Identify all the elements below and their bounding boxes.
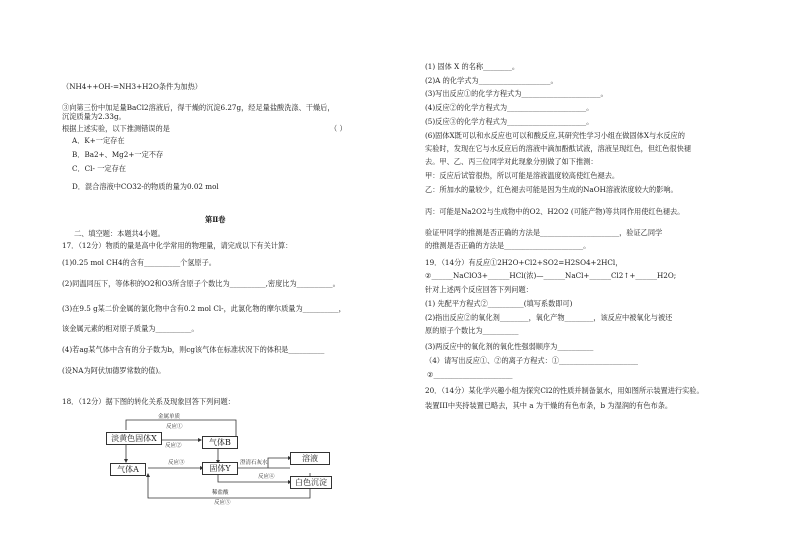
q18-part2: (2)A 的化学式为____________________。 bbox=[425, 76, 558, 85]
q19-instruction: 针对上述两个反应回答下列问题： bbox=[425, 285, 533, 294]
q18-hypothesis-b: 乙：所加水的量较少，红色褪去可能是因为生成的NaOH溶液浓度较大的影响。 bbox=[425, 185, 678, 194]
q19-part2: (2)指出反应②的氧化剂________，氧化产物________，该反应中被氧化与被还 bbox=[425, 313, 673, 322]
question-stem: 根据上述实验，以下推测错误的是 bbox=[62, 124, 170, 133]
arrow-y-to-solution-top bbox=[268, 458, 290, 468]
q19-reaction2: ②______NaClO3+______HCl(浓)—______NaCl+______Cl2↑+______H2O; bbox=[425, 271, 677, 280]
part-heading: 二、填空题：本题共4小题。 bbox=[74, 229, 165, 238]
q17-part2: (2)同温同压下，等体积的O2和O3所含原子个数比为__________,密度比为__________。 bbox=[62, 279, 340, 288]
q17-part4: (4)若ag某气体中含有的分子数为b，则cg该气体在标准状况下的体积是__________ bbox=[62, 345, 325, 354]
q17-stem: 17．（12分）物质的量是高中化学常用的物理量，请完成以下有关计算： bbox=[62, 241, 293, 250]
answer-paren: （ ） bbox=[330, 124, 347, 133]
step3-text: ③向第三份中加足量BaCl2溶液后，得干燥的沉淀6.27g，经足量盐酸洗涤、干燥后， bbox=[62, 103, 335, 112]
q18-part5: (5)反应③的化学方程式为______________________。 bbox=[425, 117, 594, 126]
label-lime: 澄清石灰水 bbox=[240, 460, 268, 466]
label-r2: 反应② bbox=[165, 443, 182, 449]
q18-part3: (3)写出反应①的化学方程式为______________________。 bbox=[425, 89, 608, 98]
ammonium-note: （NH4++OH-=NH3+H2O条件为加热） bbox=[62, 82, 202, 91]
q17-part3-cont: 该金属元素的相对原子质量为__________。 bbox=[62, 324, 199, 333]
label-hcl: 稀盐酸 bbox=[212, 490, 229, 496]
q18-hypothesis-a: 甲：反应后试管很热，所以可能是溶液温度较高使红色褪去。 bbox=[425, 171, 620, 180]
q17-part1: (1)0.25 mol CH4的含有__________个氢原子。 bbox=[62, 258, 216, 267]
node-gas-a: 气体A bbox=[110, 463, 146, 476]
arrow-ppt-to-a bbox=[148, 475, 310, 498]
option-b: B．Ba2+、Mg2+一定不存 bbox=[72, 150, 164, 159]
node-solid-x: 淡黄色固体X bbox=[106, 432, 162, 445]
q18-verify-b: 的推测是否正确的方法是______________________。 bbox=[425, 241, 591, 250]
q18-hypothesis-c: 丙：可能是Na2O2与生成物中的O2、H2O2 (可能产物)等共同作用使红色褪去。 bbox=[425, 207, 685, 216]
label-r3: 反应③ bbox=[168, 460, 185, 466]
q19-part2-cont: 原的原子个数比为__________ bbox=[425, 326, 519, 335]
q18-part6-l2: 实验时，发现在它与水反应后的溶液中滴加酚酞试液，溶液呈现红色，但红色很快褪 bbox=[425, 144, 691, 153]
arrowhead-8 bbox=[146, 473, 150, 477]
label-metal: 金属单质 bbox=[158, 414, 181, 420]
q18-stem: 18．（12分）据下图的转化关系及现象回答下列问题： bbox=[62, 397, 235, 406]
q18-part4: (4)反应②的化学方程式为______________________。 bbox=[425, 103, 594, 112]
q18-part6: (6)固体X既可以和水反应也可以和酸反应,其研究性学习小组在做固体X与水反应的 bbox=[425, 131, 685, 140]
node-gas-b: 气体B bbox=[202, 436, 238, 449]
q19-part1: (1) 先配平方程式②__________(填写系数即可) bbox=[425, 299, 573, 308]
q19-part3: (3)两反应中的氧化剂的氧化性强弱顺序为__________ bbox=[425, 342, 594, 351]
option-a: A．K+一定存在 bbox=[72, 136, 125, 145]
q18-part1: (1) 固体 X 的名称________。 bbox=[425, 62, 520, 71]
node-solid-y: 固体Y bbox=[202, 462, 238, 475]
q17-note: (设NA为阿伏加德罗常数的值)。 bbox=[62, 366, 166, 375]
section-title: 第Ⅱ卷 bbox=[205, 215, 226, 224]
q19-stem: 19．（14分）有反应①2H2O+Cl2+SO2=H2SO4+2HCl， bbox=[425, 258, 623, 267]
q20-stem: 20．（14分）某化学兴趣小组为探究Cl2的性质并制备氯水，用如图所示装置进行实验。 bbox=[425, 386, 704, 395]
option-d: D．混合溶液中CO32-的物质的量为0.02 mol bbox=[72, 182, 219, 191]
option-c: C．Cl- 一定存在 bbox=[72, 164, 126, 173]
q18-verify-a: 验证甲同学的推测是否正确的方法是______________________，验证乙同学 bbox=[425, 228, 663, 237]
q19-part4-b: ②______________________ bbox=[427, 370, 513, 379]
arrow-y-to-ppt bbox=[218, 474, 290, 482]
q17-part3: (3)在9.5 g某二价金属的氯化物中含有0.2 mol Cl-，此氯化物的摩尔质量为__________， bbox=[62, 304, 346, 313]
node-white-ppt: 白色沉淀 bbox=[290, 476, 332, 489]
label-r1: 反应① bbox=[166, 424, 183, 430]
label-r4: 反应④ bbox=[258, 474, 275, 480]
node-solution: 溶液 bbox=[290, 452, 330, 465]
q18-part6-l3: 去。甲、乙、丙三位同学对此现象分别做了如下推测： bbox=[425, 157, 598, 166]
q19-part4: （4）请写出反应①、②的离子方程式：①______________________ bbox=[425, 356, 639, 365]
label-r5: 反应⑤ bbox=[214, 500, 231, 506]
q20-stem-cont: 装置III中夹持装置已略去，其中 a 为干燥的有色布条，b 为湿润的有色布条。 bbox=[425, 401, 673, 410]
step3-text-cont: 沉淀质量为2.33g。 bbox=[62, 112, 126, 121]
